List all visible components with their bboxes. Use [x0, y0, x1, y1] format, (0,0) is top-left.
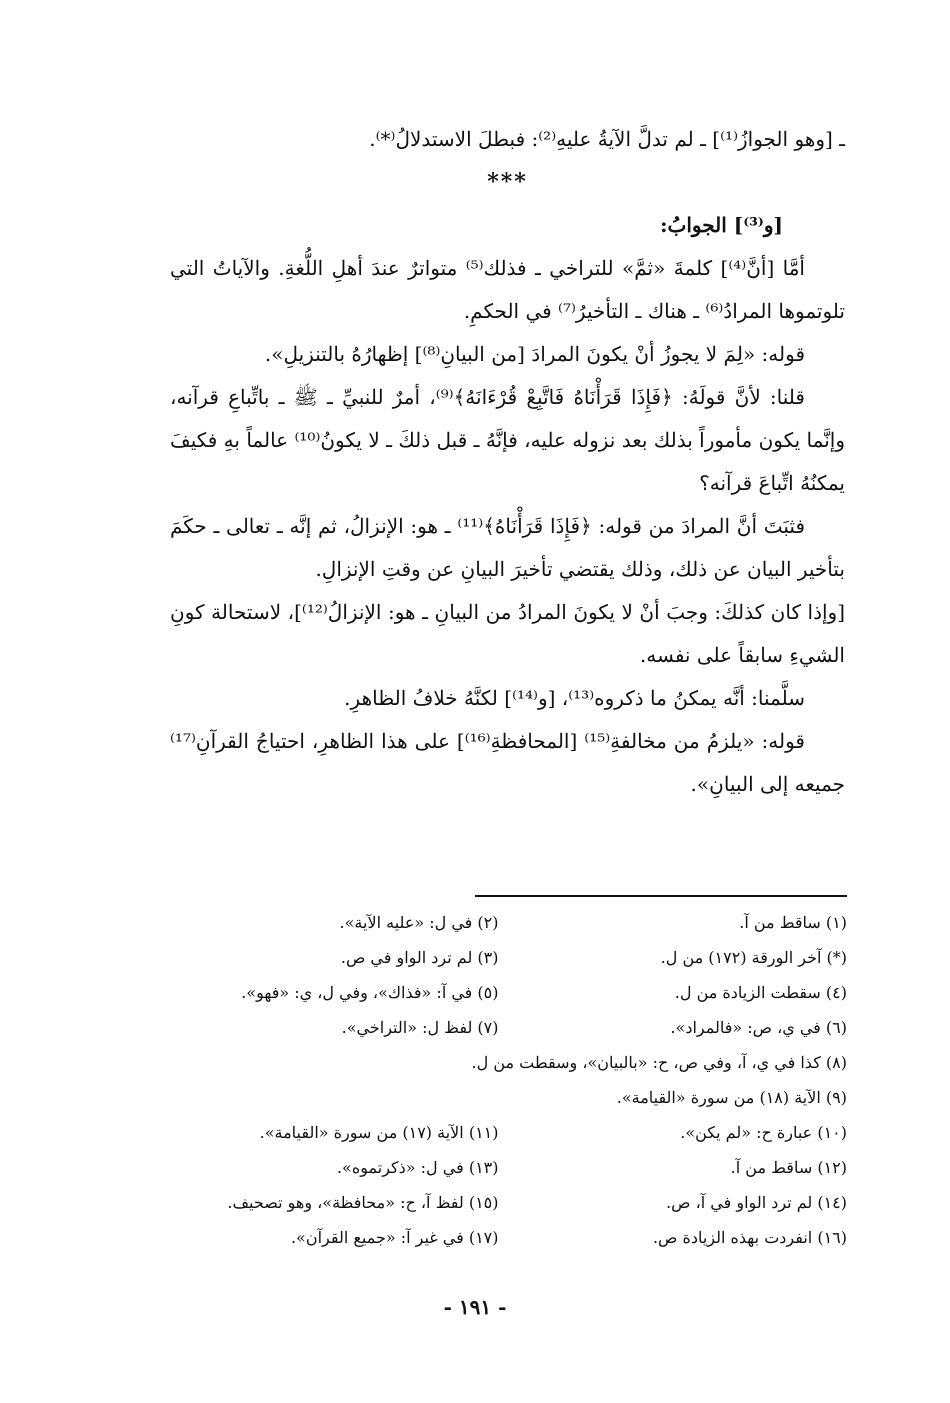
footnote-row [150, 1115, 847, 1150]
main-text [170, 118, 845, 806]
footnote-10: (١٠) عبارة ح: «لم يكن». [680, 1123, 847, 1142]
footnote-16: (١٦) انفردت بهذه الزيادة ص. [652, 1228, 847, 1247]
footnote-row [150, 1185, 847, 1220]
paragraph-6: [وإذا كان كذلكَ: وجبَ أنْ لا يكونَ المرادُ من البيانِ ـ هو: الإنزالُ⁽¹²⁾]، لاستحالة كونِ الشيءِ سابقاً على نفسه. [170, 600, 845, 667]
footnote-5: (٥) في آ: «فذاك»، وفي ل، ي: «فهو». [241, 983, 499, 1002]
footnote-4: (٤) سقطت الزيادة من ل. [674, 983, 847, 1002]
footnote-9: (٩) الآية (١٨) من سورة «القيامة». [616, 1088, 847, 1107]
footnote-17: (١٧) في غير آ: «جميع القرآن». [290, 1228, 499, 1247]
footnote-row [150, 940, 847, 975]
footnote-row [150, 1220, 847, 1255]
footnote-3: (٣) لم ترد الواو في ص. [340, 948, 499, 967]
paragraph-5: فثبَتَ أنَّ المرادَ من قوله: ﴿فَإِذَا قَرَأْنَاهُ﴾⁽¹¹⁾ ـ هو: الإنزالُ، ثم إنَّه ـ تعالى ـ حكَمَ بتأخير البيان عن ذلك، وذلك يقتضي تأخيرَ البيانِ عن وقتِ الإنزالِ. [170, 514, 845, 581]
footnote-11: (١١) الآية (١٧) من سورة «القيامة». [259, 1123, 499, 1142]
footnote-15: (١٥) لفظ آ، ح: «محافظة»، وهو تصحيف. [227, 1193, 499, 1212]
paragraph-3: قوله: «لِمَ لا يجوزُ أنْ يكونَ المرادَ [من البيانِ⁽⁸⁾] إظهارُهُ بالتنزيلِ». [264, 342, 805, 366]
paragraph-4: قلنا: لأنَّ قولَهُ: ﴿فَإِذَا قَرَأْنَاهُ فَاتَّبِعْ قُرْءَانَهُ﴾⁽⁹⁾، أمرٌ للنبيِّ ـ ﷺ ـ باتِّباعِ قرآنه، وإنَّما يكون مأموراً بذلك بعد نزوله عليه، فإنَّهُ ـ قبل ذلكَ ـ لا يكونُ⁽¹⁰⁾ عالماً بهِ فكيفَ يمكنُهُ اتِّباعَ قرآنه؟ [169, 385, 845, 495]
paragraph-8: قوله: «يلزمُ من مخالفةِ⁽¹⁵⁾ [المحافظةِ⁽¹⁶⁾] على هذا الظاهرِ، احتياجُ القرآنِ⁽¹⁷⁾ جميعه إلى البيانِ». [170, 729, 845, 796]
footnote-row [150, 1080, 847, 1115]
footnotes [150, 905, 847, 1255]
paragraph-2: أمَّا [أنَّ⁽⁴⁾] كلمةَ «ثمَّ» للتراخي ـ فذلك⁽⁵⁾ متواترٌ عندَ أهلِ اللُّغةِ. والآياتُ التي تلوتموها المرادُ⁽⁶⁾ ـ هناك ـ التأخيرُ⁽⁷⁾ في الحكمِ. [170, 256, 845, 323]
paragraph-7: سلَّمنا: أنَّه يمكنُ ما ذكروه⁽¹³⁾، [و⁽¹⁴⁾] لكنَّهُ خلافُ الظاهرِ. [344, 686, 805, 710]
footnote-row [150, 905, 847, 940]
footnote-14: (١٤) لم ترد الواو في آ، ص. [666, 1193, 847, 1212]
section-heading: [و⁽³⁾] الجوابُ: [660, 213, 783, 237]
footnote-divider [475, 895, 847, 897]
page-number: - ١٩١ - [443, 1295, 507, 1319]
footnote-12: (١٢) ساقط من آ. [730, 1158, 847, 1177]
footnote-13: (١٣) في ل: «ذكرتموه». [336, 1158, 499, 1177]
section-separator: *** [487, 169, 528, 195]
paragraph-1: ـ [وهو الجوازُ⁽¹⁾] ـ لم تدلَّ الآيةُ عليهِ⁽²⁾: فبطلَ الاستدلالُ⁽*⁾. [369, 127, 845, 151]
footnote-row [150, 1045, 847, 1080]
footnote-row [150, 1010, 847, 1045]
footnote-2: (٢) في ل: «عليه الآية». [339, 913, 499, 932]
footnote-row [150, 975, 847, 1010]
footnote-row [150, 1150, 847, 1185]
footnote-7: (٧) لفظ ل: «التراخي». [341, 1018, 499, 1037]
footnote-6: (٦) في ي، ص: «فالمراد». [670, 1018, 847, 1037]
footnote-1: (١) ساقط من آ. [739, 913, 847, 932]
footnote-8: (٨) كذا في ي، آ، وفي ص، ح: «بالبيان»، وسقطت من ل. [471, 1053, 847, 1072]
footnote-star: (*) آخر الورقة (١٧٢) من ل. [660, 948, 847, 967]
